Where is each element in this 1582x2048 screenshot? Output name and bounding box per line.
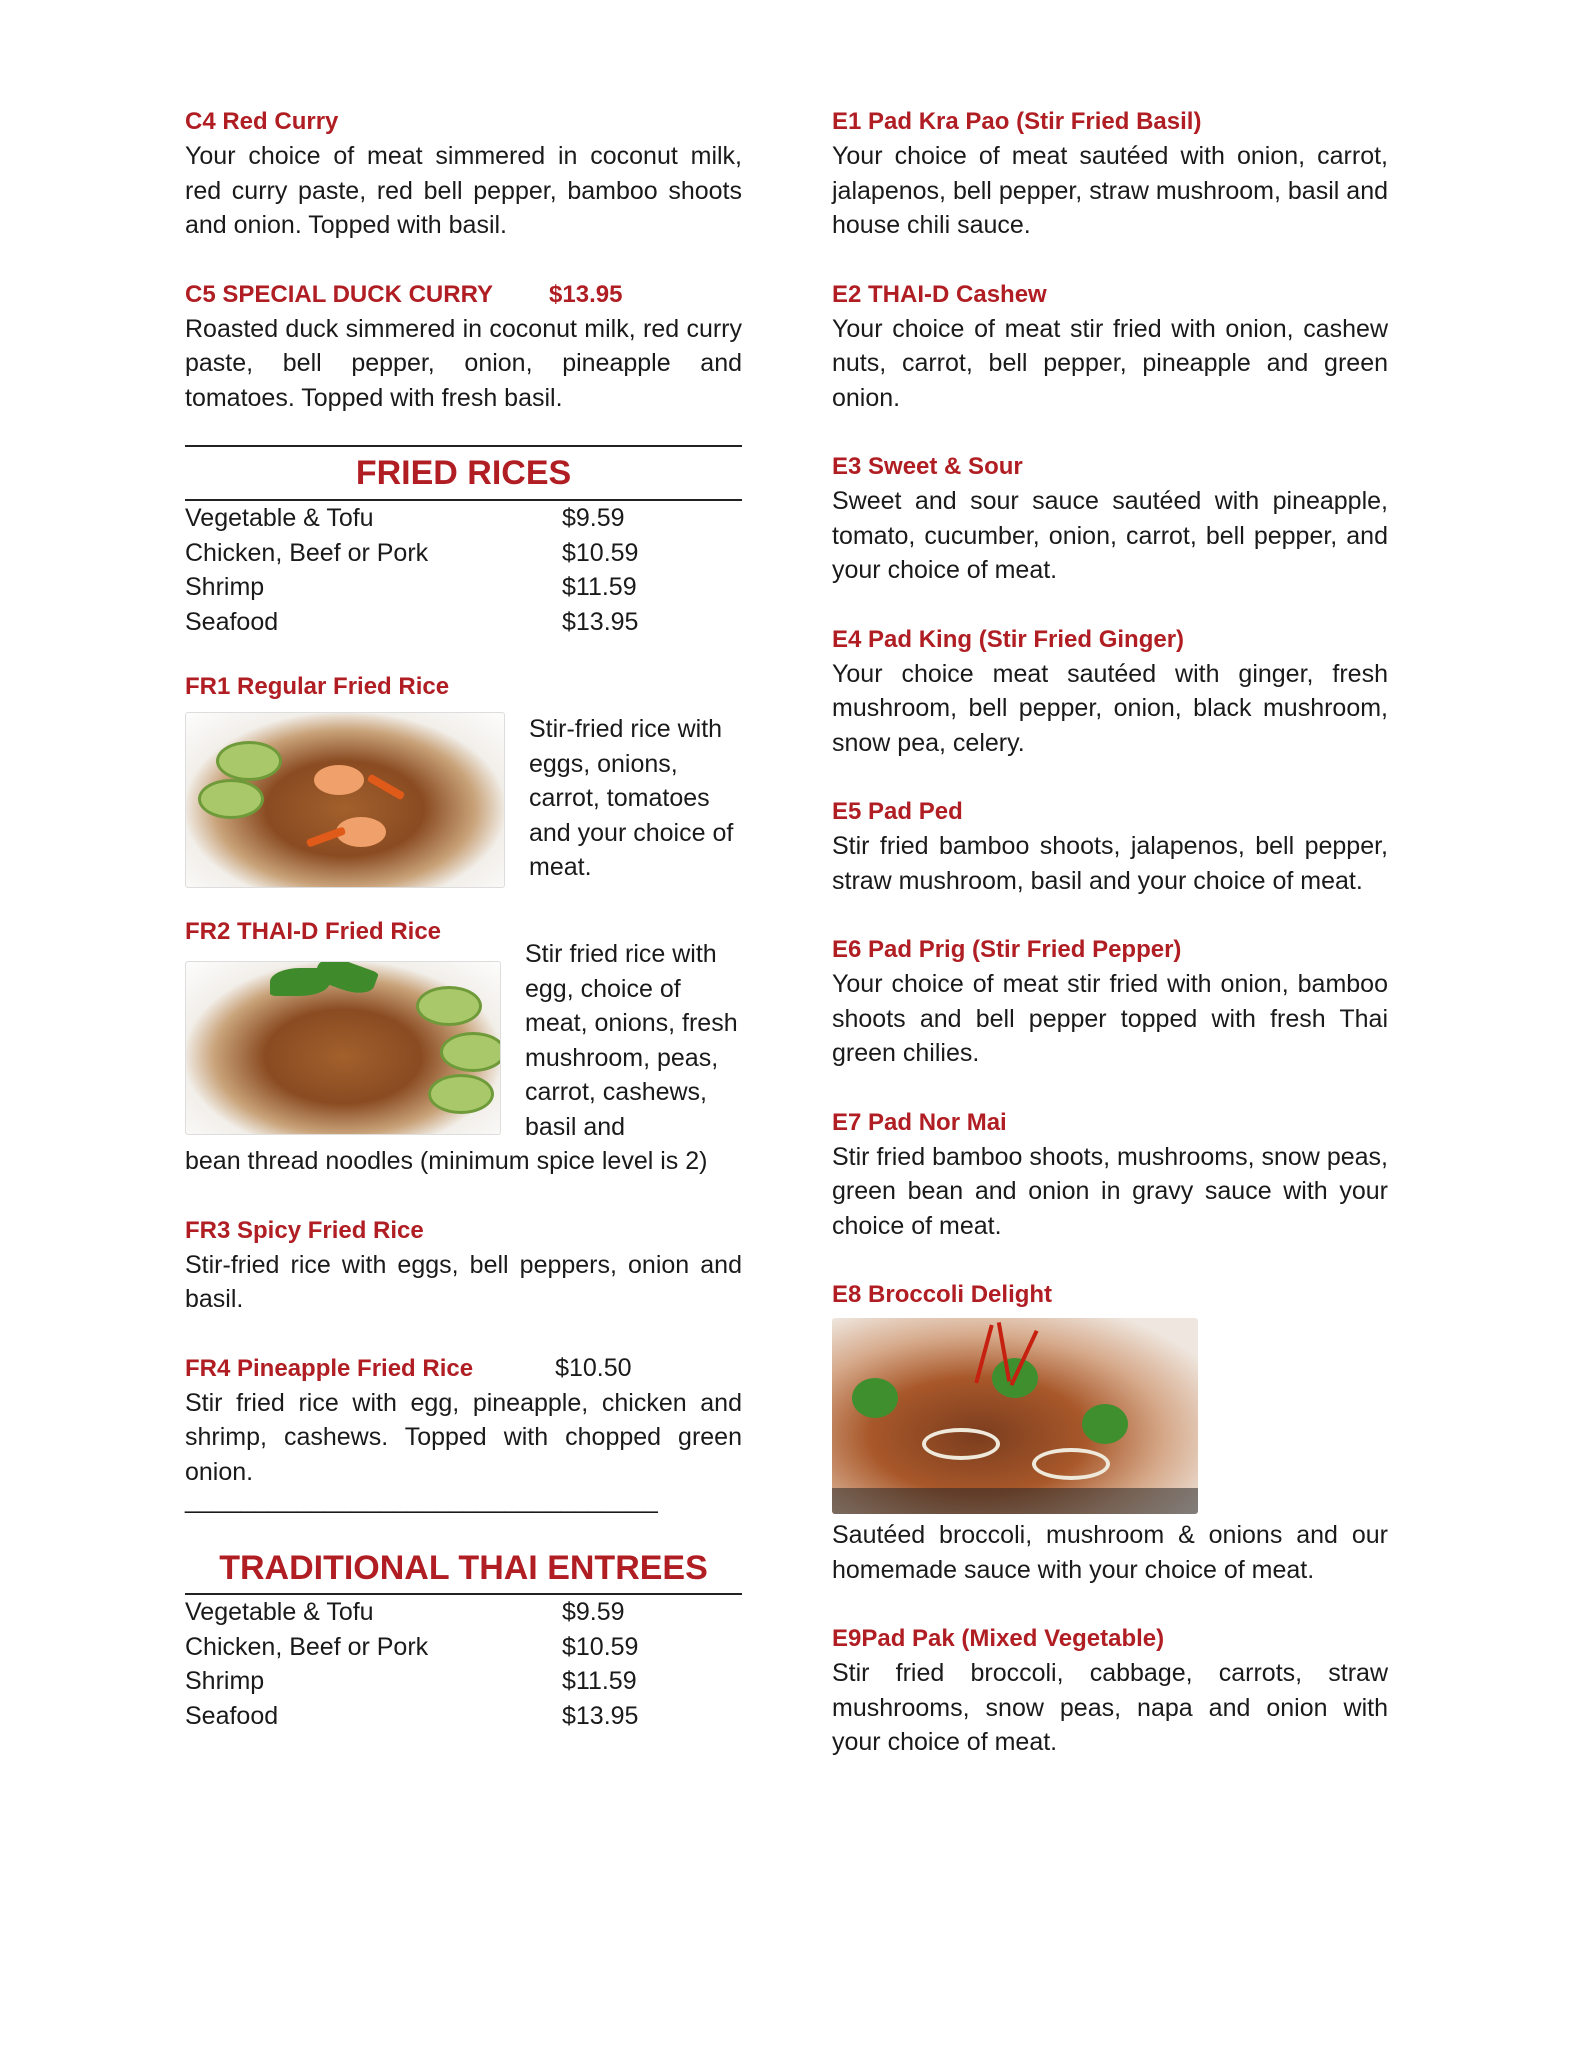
price-row xyxy=(185,605,742,640)
price-table xyxy=(185,1595,742,1733)
item-price: $13.95 xyxy=(549,280,623,308)
item-name: FR4 Pineapple Fried Rice xyxy=(185,1354,474,1382)
item-description: Your choice meat sautéed with ginger, fresh mushroom, bell pepper, onion, black mushroom, snow pea, celery. xyxy=(832,659,1388,757)
price-value: $9.59 xyxy=(562,504,625,532)
price-value: $11.59 xyxy=(562,573,637,601)
price-row xyxy=(185,570,742,605)
price-value: $9.59 xyxy=(562,1598,625,1626)
item-description: Your choice of meat sautéed with onion, carrot, jalapenos, bell pepper, straw mushroom, basil and house chili sauce. xyxy=(832,142,1388,239)
fried-rice-photo xyxy=(185,712,505,888)
price-label: Chicken, Beef or Pork xyxy=(185,1632,429,1661)
price-row xyxy=(185,501,742,536)
item-title: E8 Broccoli Delight xyxy=(832,1281,1053,1308)
menu-item-e7 xyxy=(832,1105,1388,1244)
item-description: Stir-fried rice with eggs, onions, carrot, tomatoes and your choice of meat. xyxy=(529,715,734,881)
item-title: FR1 Regular Fried Rice xyxy=(185,673,450,700)
item-description: Sautéed broccoli, mushroom & onions and our homemade sauce with your choice of meat. xyxy=(832,1521,1388,1584)
item-title: FR2 THAI-D Fried Rice xyxy=(185,918,442,945)
section-fried-rices xyxy=(185,445,742,639)
price-row xyxy=(185,1664,742,1699)
item-description: Stir fried bamboo shoots, jalapenos, bell pepper, straw mushroom, basil and your choice of meat. xyxy=(832,832,1388,895)
price-value: $10.59 xyxy=(562,538,639,567)
item-title: E3 Sweet & Sour xyxy=(832,453,1023,480)
price-value: $13.95 xyxy=(562,1701,639,1730)
menu-item-fr2 xyxy=(185,914,742,1179)
item-title xyxy=(185,277,742,312)
item-title: E9Pad Pak (Mixed Vegetable) xyxy=(832,1625,1165,1652)
menu-item-e1 xyxy=(832,104,1388,243)
price-label: Shrimp xyxy=(185,1667,265,1695)
item-description: Stir fried broccoli, cabbage, carrots, straw mushrooms, snow peas, napa and onion with your choice of meat. xyxy=(832,1659,1388,1756)
item-price: $10.50 xyxy=(555,1353,632,1382)
menu-item-e3 xyxy=(832,449,1388,588)
item-description: Your choice of meat simmered in coconut milk, red curry paste, red bell pepper, bamboo shoots and onion. Topped with basil. xyxy=(185,142,742,239)
item-description-tail: bean thread noodles (minimum spice level is 2) xyxy=(185,1147,708,1175)
menu-item-e6 xyxy=(832,932,1388,1071)
menu-item-fr3 xyxy=(185,1213,742,1317)
price-value: $11.59 xyxy=(562,1667,637,1695)
item-description: Stir fried bamboo shoots, mushrooms, snow peas, green bean and onion in gravy sauce with your choice of meat. xyxy=(832,1142,1388,1240)
section-traditional-thai-entrees xyxy=(185,1543,742,1733)
right-column xyxy=(832,104,1388,1794)
menu-item-e9 xyxy=(832,1621,1388,1760)
item-title: FR3 Spicy Fried Rice xyxy=(185,1216,424,1244)
item-title: C4 Red Curry xyxy=(185,108,339,135)
menu-item-c4 xyxy=(185,104,742,243)
price-row xyxy=(185,1630,742,1665)
photo-row xyxy=(185,940,742,1144)
price-label: Seafood xyxy=(185,1701,279,1730)
menu-item-e8 xyxy=(832,1277,1388,1587)
broccoli-delight-photo xyxy=(832,1318,1198,1514)
price-value: $13.95 xyxy=(562,607,639,636)
item-description: Stir-fried rice with eggs, bell peppers, onion and basil. xyxy=(185,1250,742,1313)
price-row xyxy=(185,1699,742,1734)
price-label: Vegetable & Tofu xyxy=(185,1598,374,1626)
menu-item-fr1 xyxy=(185,669,742,888)
item-description: Stir fried rice with egg, choice of meat, onions, fresh mushroom, peas, carrot, cashews, basil and xyxy=(525,940,738,1141)
price-label: Seafood xyxy=(185,607,279,636)
item-title: E6 Pad Prig (Stir Fried Pepper) xyxy=(832,936,1182,963)
price-label: Shrimp xyxy=(185,573,265,601)
section-heading: FRIED RICES xyxy=(355,454,572,492)
item-description: Your choice of meat stir fried with onion, cashew nuts, carrot, bell pepper, pineapple and green onion. xyxy=(832,314,1388,412)
item-description: Your choice of meat stir fried with onion, bamboo shoots and bell pepper topped with fresh Thai green chilies. xyxy=(832,970,1388,1067)
price-label: Vegetable & Tofu xyxy=(185,504,374,532)
menu-item-e5 xyxy=(832,794,1388,898)
price-row xyxy=(185,1595,742,1630)
price-value: $10.59 xyxy=(562,1632,639,1661)
photo-row xyxy=(185,712,742,888)
price-label: Chicken, Beef or Pork xyxy=(185,538,429,567)
text-rule: __________________________________ xyxy=(185,1486,658,1514)
item-title xyxy=(185,1351,742,1386)
price-table xyxy=(185,501,742,639)
menu-item-e2 xyxy=(832,277,1388,416)
item-title: E2 THAI-D Cashew xyxy=(832,280,1047,308)
item-description: Stir fried rice with egg, pineapple, chicken and shrimp, cashews. Topped with chopped green onion. xyxy=(185,1388,742,1486)
item-description: Roasted duck simmered in coconut milk, red curry paste, bell pepper, onion, pineapple and tomatoes. Topped with fresh basil. xyxy=(185,314,742,412)
thai-d-fried-rice-photo xyxy=(185,961,501,1135)
menu-item-c5 xyxy=(185,277,742,416)
menu-item-fr4 xyxy=(185,1351,742,1516)
item-title: E7 Pad Nor Mai xyxy=(832,1108,1007,1136)
item-title: E1 Pad Kra Pao (Stir Fried Basil) xyxy=(832,108,1202,135)
item-title: E4 Pad King (Stir Fried Ginger) xyxy=(832,625,1185,653)
item-name: C5 SPECIAL DUCK CURRY xyxy=(185,280,494,308)
menu-item-e4 xyxy=(832,622,1388,761)
left-column xyxy=(185,104,742,1733)
item-title: E5 Pad Ped xyxy=(832,798,963,825)
section-heading: TRADITIONAL THAI ENTREES xyxy=(219,1549,708,1587)
price-row xyxy=(185,536,742,571)
item-description: Sweet and sour sauce sautéed with pineapple, tomato, cucumber, onion, carrot, bell pepper, and your choice of meat. xyxy=(832,487,1388,584)
